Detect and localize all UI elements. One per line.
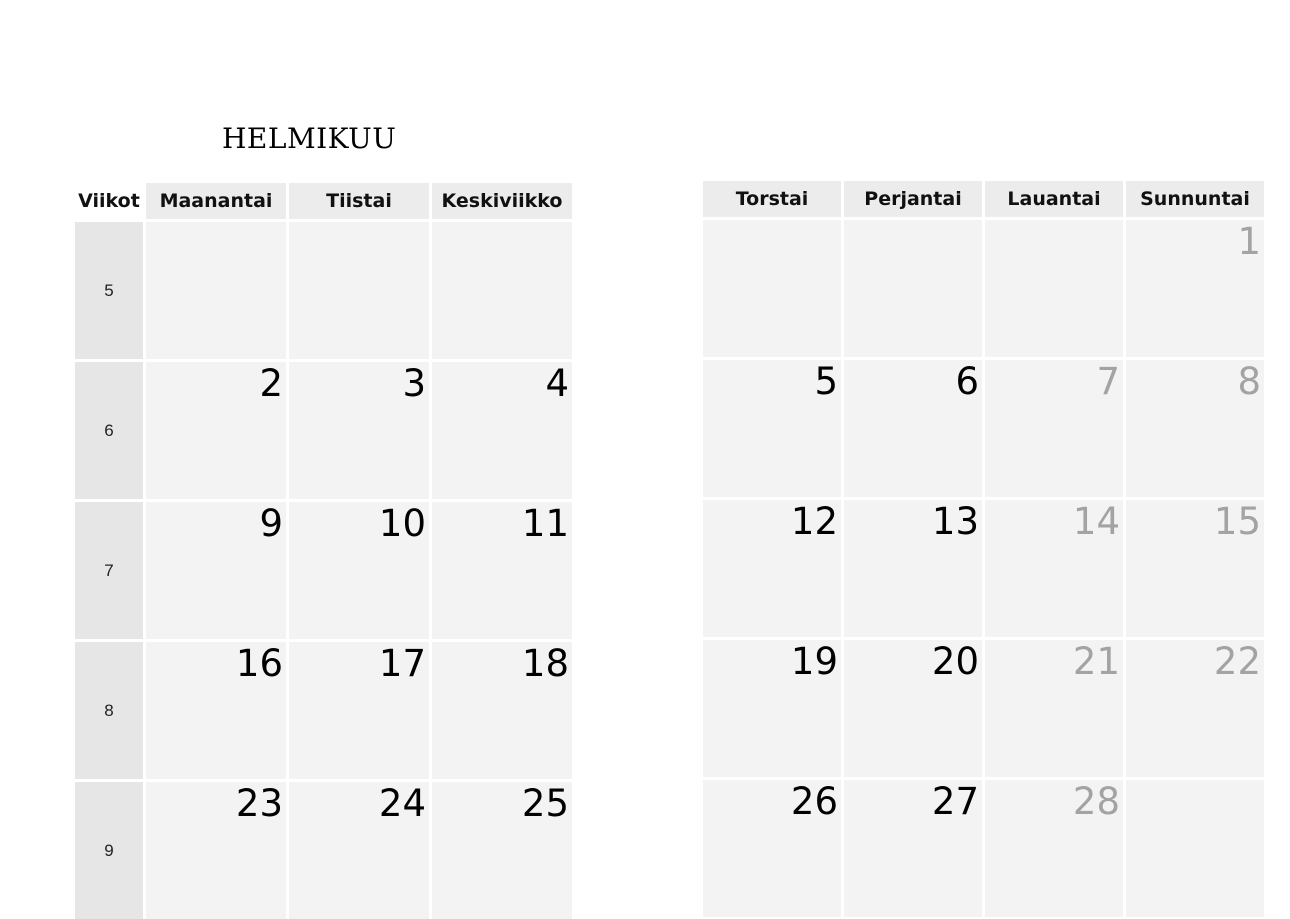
day-cell[interactable] [146,502,286,639]
day-cell[interactable] [985,640,1123,777]
day-number: 18 [521,642,569,685]
day-number: 19 [790,640,838,683]
day-cell[interactable] [703,780,841,917]
day-number: 1 [1237,220,1261,263]
day-cell[interactable] [1126,500,1264,637]
day-number: 20 [931,640,979,683]
day-number: 2 [259,362,283,405]
day-cell[interactable] [146,782,286,919]
week-number: 7 [75,502,143,639]
day-number: 9 [259,502,283,545]
day-number: 11 [521,502,569,545]
day-cell[interactable] [432,222,572,359]
header-tuesday: Tiistai [289,183,429,219]
day-cell[interactable] [703,360,841,497]
day-cell[interactable] [985,500,1123,637]
day-number: 10 [378,502,426,545]
day-cell[interactable] [289,222,429,359]
header-week: Viikot [75,183,143,219]
day-cell[interactable] [146,222,286,359]
day-cell[interactable] [703,640,841,777]
day-number: 13 [931,500,979,543]
day-cell[interactable] [844,500,982,637]
header-thursday: Torstai [703,181,841,217]
day-cell[interactable] [146,362,286,499]
calendar-left-grid [75,183,572,919]
week-number: 6 [75,362,143,499]
day-cell[interactable] [844,780,982,917]
day-number: 16 [235,642,283,685]
day-cell[interactable] [844,220,982,357]
day-cell[interactable] [289,502,429,639]
day-cell[interactable] [985,220,1123,357]
day-cell[interactable] [432,782,572,919]
day-cell[interactable] [289,642,429,779]
day-number: 3 [402,362,426,405]
day-number: 12 [790,500,838,543]
day-cell[interactable] [432,502,572,639]
header-saturday: Lauantai [985,181,1123,217]
day-cell[interactable] [985,780,1123,917]
day-number: 14 [1072,500,1120,543]
day-cell[interactable] [844,640,982,777]
day-cell[interactable] [1126,360,1264,497]
day-number: 21 [1072,640,1120,683]
day-cell[interactable] [1126,780,1264,917]
day-number: 27 [931,780,979,823]
day-cell[interactable] [146,642,286,779]
day-number: 15 [1213,500,1261,543]
day-cell[interactable] [432,642,572,779]
calendar-right-grid [703,181,1264,917]
day-cell[interactable] [1126,640,1264,777]
week-number: 9 [75,782,143,919]
day-cell[interactable] [703,220,841,357]
header-sunday: Sunnuntai [1126,181,1264,217]
day-cell[interactable] [289,782,429,919]
header-monday: Maanantai [146,183,286,219]
day-number: 28 [1072,780,1120,823]
day-number: 23 [235,782,283,825]
day-cell[interactable] [844,360,982,497]
day-cell[interactable] [432,362,572,499]
day-cell[interactable] [289,362,429,499]
day-number: 22 [1213,640,1261,683]
header-friday: Perjantai [844,181,982,217]
day-cell[interactable] [985,360,1123,497]
week-number: 8 [75,642,143,779]
day-number: 24 [378,782,426,825]
day-number: 25 [521,782,569,825]
week-number: 5 [75,222,143,359]
day-number: 5 [814,360,838,403]
day-number: 6 [955,360,979,403]
header-wednesday: Keskiviikko [432,183,572,219]
day-number: 26 [790,780,838,823]
day-cell[interactable] [1126,220,1264,357]
day-number: 8 [1237,360,1261,403]
day-number: 4 [545,362,569,405]
day-cell[interactable] [703,500,841,637]
month-title: HELMIKUU [222,122,397,155]
day-number: 7 [1096,360,1120,403]
day-number: 17 [378,642,426,685]
